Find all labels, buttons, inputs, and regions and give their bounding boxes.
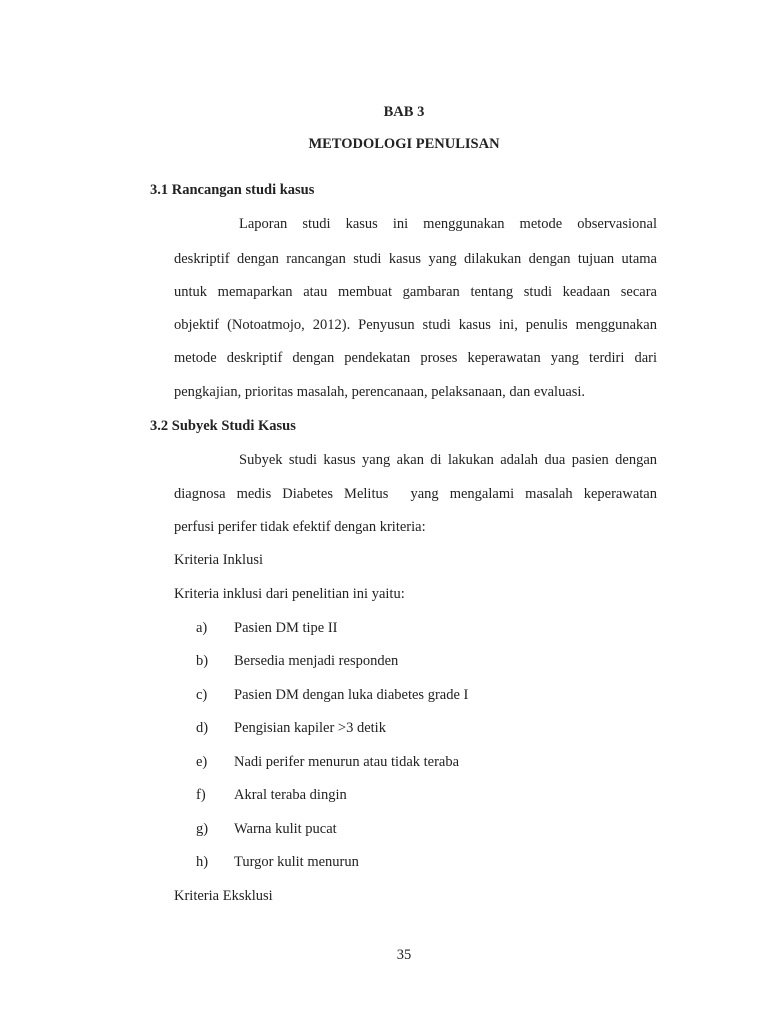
paragraph-line: untuk memaparkan atau membuat gambaran tentang studi keadaan secara — [174, 284, 657, 300]
list-marker: e) — [196, 754, 208, 770]
list-item — [196, 619, 338, 637]
paragraph-line: diagnosa medis Diabetes Melitus yang mengalami masalah keperawatan — [174, 486, 657, 502]
section-heading-3-2: 3.2 Subyek Studi Kasus — [150, 418, 296, 434]
list-text: Akral teraba dingin — [234, 787, 347, 803]
list-text: Pengisian kapiler >3 detik — [234, 720, 386, 736]
list-marker: h) — [196, 854, 209, 870]
exclusion-label: Kriteria Eksklusi — [174, 888, 273, 904]
list-marker: f) — [196, 787, 206, 803]
paragraph-line: deskriptif dengan rancangan studi kasus yang dilakukan dengan tujuan utama — [174, 251, 657, 267]
paragraph-line: pengkajian, prioritas masalah, perencanaan, pelaksanaan, dan evaluasi. — [174, 384, 586, 400]
list-marker: a) — [196, 620, 208, 636]
list-item — [196, 652, 398, 670]
list-text: Turgor kulit menurun — [234, 854, 359, 870]
list-item — [196, 786, 347, 804]
list-text: Pasien DM dengan luka diabetes grade I — [234, 687, 469, 703]
list-marker: d) — [196, 720, 209, 736]
paragraph-line: metode deskriptif dengan pendekatan proses keperawatan yang terdiri dari — [174, 350, 657, 366]
inclusion-label: Kriteria Inklusi — [174, 552, 263, 568]
chapter-label: BAB 3 — [383, 104, 425, 120]
chapter-title: METODOLOGI PENULISAN — [308, 136, 500, 152]
list-item — [196, 753, 459, 771]
list-text: Bersedia menjadi responden — [234, 653, 399, 669]
paragraph-line: perfusi perifer tidak efektif dengan kriteria: — [174, 519, 426, 535]
list-item — [196, 820, 337, 838]
list-marker: b) — [196, 653, 209, 669]
list-item — [196, 853, 359, 871]
list-marker: c) — [196, 687, 208, 703]
paragraph-line: Laporan studi kasus ini menggunakan metode observasional — [239, 216, 657, 232]
list-text: Warna kulit pucat — [234, 821, 337, 837]
paragraph-line: Subyek studi kasus yang akan di lakukan adalah dua pasien dengan — [239, 452, 657, 468]
list-item — [196, 686, 468, 704]
list-marker: g) — [196, 821, 209, 837]
page-number: 35 — [396, 947, 412, 963]
list-text: Pasien DM tipe II — [234, 620, 338, 636]
inclusion-intro: Kriteria inklusi dari penelitian ini yaitu: — [174, 586, 405, 602]
paragraph-line: objektif (Notoatmojo, 2012). Penyusun studi kasus ini, penulis menggunakan — [174, 317, 657, 333]
list-item — [196, 719, 386, 737]
list-text: Nadi perifer menurun atau tidak teraba — [234, 754, 460, 770]
section-heading-3-1: 3.1 Rancangan studi kasus — [150, 182, 315, 198]
